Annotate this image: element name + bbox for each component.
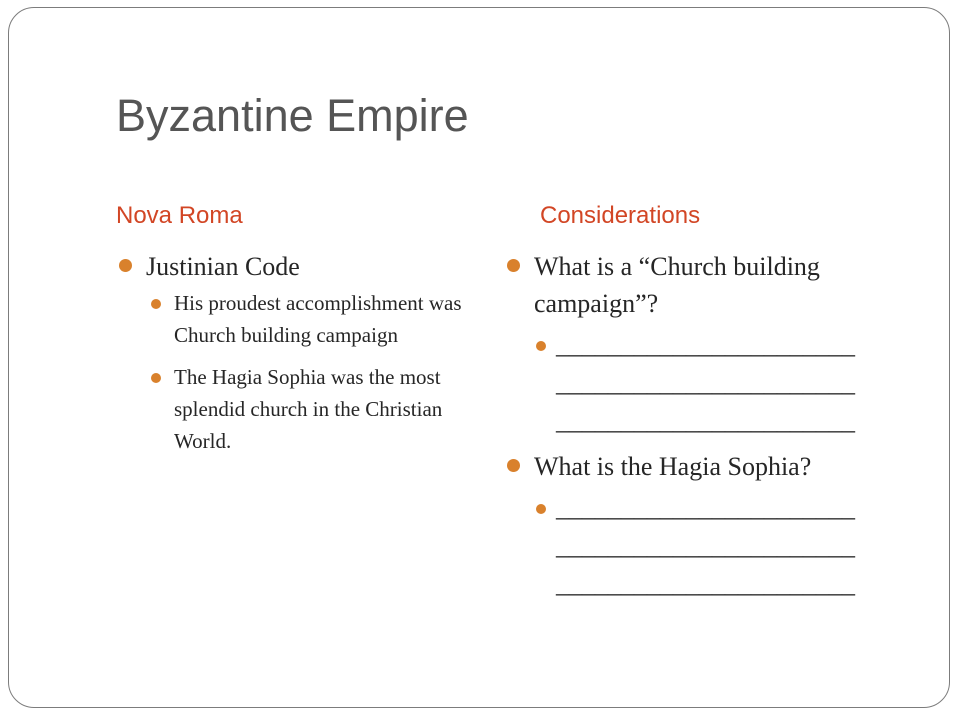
answer-blank-line: _______________________: [556, 406, 855, 435]
left-column-heading: Nova Roma: [116, 202, 243, 229]
bullet-dot-icon: [536, 504, 546, 514]
slide-title: Byzantine Empire: [116, 90, 469, 141]
question-item: [504, 248, 924, 322]
question-text: What is the Hagia Sophia?: [534, 452, 812, 481]
answer-blank-line: _______________________: [556, 531, 855, 560]
answer-blank-line: _______________________: [556, 330, 855, 359]
answer-blank-line: _______________________: [556, 569, 855, 598]
sub-bullet-text: The Hagia Sophia was the most splendid church in the Christian World.: [174, 365, 443, 453]
answer-blank-line: _______________________: [556, 368, 855, 397]
bullet-item: [116, 248, 481, 285]
sub-bullet-text: His proudest accomplishment was Church building campaign: [174, 291, 462, 347]
bullet-dot-icon: [151, 299, 161, 309]
slide-frame: [8, 7, 950, 708]
bullet-dot-icon: [119, 259, 132, 272]
right-column: [504, 248, 924, 603]
sub-bullet-item: [116, 361, 481, 457]
bullet-dot-icon: [536, 341, 546, 351]
answer-blank-item: [504, 326, 924, 440]
answer-blank-line: _______________________: [556, 493, 855, 522]
question-item: [504, 448, 924, 485]
bullet-dot-icon: [507, 459, 520, 472]
bullet-dot-icon: [151, 373, 161, 383]
bullet-dot-icon: [507, 259, 520, 272]
left-column: [116, 248, 481, 457]
question-text: What is a “Church building campaign”?: [534, 252, 820, 318]
bullet-text: Justinian Code: [146, 252, 300, 281]
sub-bullet-item: [116, 287, 481, 351]
answer-blank-item: [504, 489, 924, 603]
right-column-heading: Considerations: [540, 202, 701, 229]
